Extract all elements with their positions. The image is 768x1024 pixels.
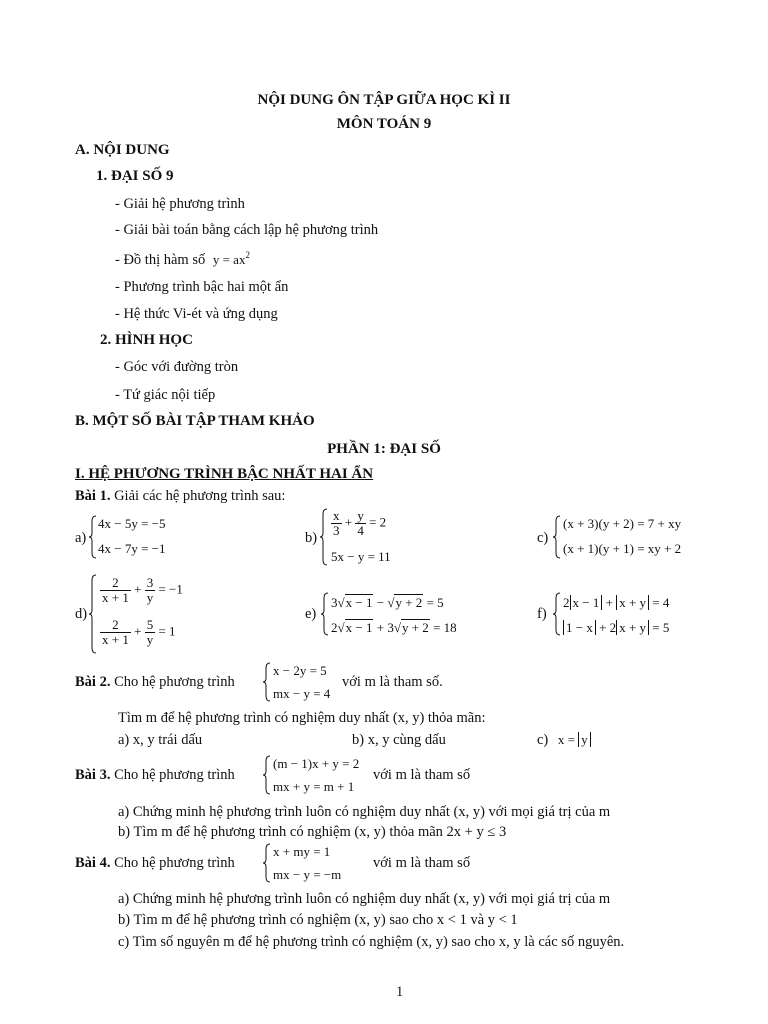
exercise-1d-label: d) <box>75 606 88 622</box>
exercise-1c-label: c) <box>537 530 549 546</box>
equation: 2√x − 1 + 3√y + 2 = 18 <box>331 620 457 635</box>
subsection-heading: I. HỆ PHƯƠNG TRÌNH BẬC NHẤT HAI ẨN <box>75 466 374 482</box>
brace-icon <box>321 592 329 636</box>
exercise-4-statement: Bài 4. Cho hệ phương trình <box>75 855 235 871</box>
exercise-1e-label: e) <box>305 606 317 622</box>
doc-title: NỘI DUNG ÔN TẬP GIỮA HỌC KÌ II <box>257 92 511 108</box>
algebra-item: - Giải hệ phương trình <box>115 196 245 212</box>
equation: (x + 3)(y + 2) = 7 + xy <box>563 516 682 531</box>
exercise-3a: a) Chứng minh hệ phương trình luôn có nghiệm duy nhất (x, y) với mọi giá trị của m <box>118 804 611 820</box>
exercise-4b: b) Tìm m để hệ phương trình có nghiệm (x, y) sao cho x < 1 và y < 1 <box>118 912 518 928</box>
exercise-2c: c) x = y <box>537 732 591 749</box>
equation: mx + y = m + 1 <box>273 779 355 794</box>
exercise-4a: a) Chứng minh hệ phương trình luôn có nghiệm duy nhất (x, y) với mọi giá trị của m <box>118 891 611 907</box>
geometry-item: - Tứ giác nội tiếp <box>115 387 216 403</box>
geometry-heading: 2. HÌNH HỌC <box>100 332 193 348</box>
equation: 4x − 7y = −1 <box>98 541 166 556</box>
algebra-item: - Giải bài toán bằng cách lập hệ phương trình <box>115 222 379 238</box>
exercise-3-post: với m là tham số <box>373 767 471 783</box>
algebra-item: - Phương trình bậc hai một ẩn <box>115 279 289 295</box>
exercise-3-statement: Bài 3. Cho hệ phương trình <box>75 767 235 783</box>
section-b-heading: B. MỘT SỐ BÀI TẬP THAM KHẢO <box>75 413 315 429</box>
equation: x − 2y = 5 <box>273 663 327 678</box>
algebra-heading: 1. ĐẠI SỐ 9 <box>96 168 174 184</box>
geometry-item: - Góc với đường tròn <box>115 359 239 375</box>
brace-icon <box>553 515 561 559</box>
equation: $\frac{2}{x + 1}$ + $\frac{3}{y}$ = −1 <box>102 575 183 605</box>
page-number: 1 <box>396 984 404 1000</box>
doc-subtitle: MÔN TOÁN 9 <box>336 116 432 132</box>
exercise-1b-label: b) <box>305 530 318 546</box>
exercise-4-post: với m là tham số <box>373 855 471 871</box>
equation: mx − y = 4 <box>273 686 331 701</box>
equation: 5x − y = 11 <box>331 549 391 564</box>
exercise-2-post: với m là tham số. <box>342 674 443 690</box>
equation: 3√x − 1 − √y + 2 = 5 <box>331 595 444 610</box>
brace-icon <box>89 574 97 654</box>
equation: (x + 1)(y + 1) = xy + 2 <box>563 541 682 556</box>
equation: 4x − 5y = −5 <box>98 516 166 531</box>
exercise-2-statement: Bài 2. Cho hệ phương trình <box>75 674 235 690</box>
equation: 2 x − 1 + x + y = 4 <box>563 595 670 610</box>
exercise-1a-label: a) <box>75 530 87 546</box>
equation: $\frac{2}{x + 1}$ + $\frac{5}{y}$ = 1 <box>102 617 176 647</box>
function-formula: y = ax <box>212 251 246 267</box>
brace-icon <box>263 662 271 702</box>
exercise-1f-label: f) <box>537 606 547 622</box>
equation: (m − 1)x + y = 2 <box>273 756 360 771</box>
exercise-3b: b) Tìm m để hệ phương trình có nghiệm (x, y) thỏa mãn 2x + y ≤ 3 <box>118 824 507 840</box>
equation: 1 − x + 2 x + y = 5 <box>563 620 669 636</box>
brace-icon <box>263 755 271 795</box>
brace-icon <box>89 515 97 559</box>
exercise-2a: a) x, y trái dấu <box>118 732 203 748</box>
equation: mx − y = −m <box>273 867 342 882</box>
exercise-1-statement: Bài 1. Giải các hệ phương trình sau: <box>75 488 286 504</box>
equation: $\frac{x}{3}$ + $\frac{y}{4}$ = 2 <box>333 508 387 538</box>
equation: x + my = 1 <box>273 844 331 859</box>
algebra-item: - Hệ thức Vi-ét và ứng dụng <box>115 306 278 322</box>
brace-icon <box>320 508 328 566</box>
algebra-item: - Đồ thị hàm số $y = ax^2$ <box>115 250 250 268</box>
section-a-heading: A. NỘI DUNG <box>75 142 170 158</box>
part-heading: PHẦN 1: ĐẠI SỐ <box>327 441 441 457</box>
exercise-2b: b) x, y cùng dấu <box>352 732 446 748</box>
brace-icon <box>263 843 271 883</box>
exercise-2-question: Tìm m để hệ phương trình có nghiệm duy nhất (x, y) thỏa mãn: <box>118 710 486 726</box>
exercise-4c: c) Tìm số nguyên m để hệ phương trình có nghiệm (x, y) sao cho x, y là các số nguyên. <box>118 934 625 950</box>
brace-icon <box>553 592 561 636</box>
